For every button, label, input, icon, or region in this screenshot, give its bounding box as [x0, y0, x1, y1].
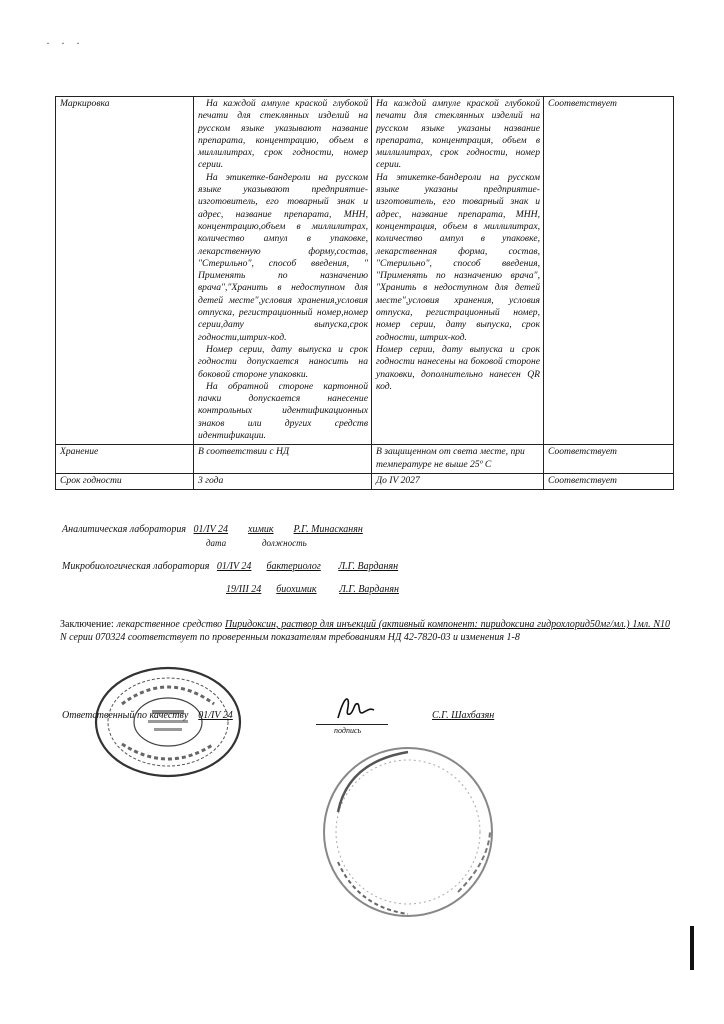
analytical-lab-date: 01/IV 24 — [193, 524, 229, 535]
quality-date: 01/IV 24 — [198, 710, 233, 721]
signature-caption: подпись — [334, 726, 362, 735]
analytical-lab-label: Аналитическая лаборатория — [62, 524, 186, 535]
parameter-name-shelf-life: Срок годности — [56, 473, 194, 489]
conclusion-marking: Соответствует — [544, 97, 674, 445]
result-shelf-life: До IV 2027 — [372, 473, 544, 489]
faint-seal-stamp — [318, 742, 498, 922]
conclusion-text-a: лекарственное средство — [116, 619, 223, 630]
quality-label: Ответственный по качеству — [62, 710, 189, 721]
micro-lab-name-2: Л.Г. Варданян — [339, 584, 399, 595]
conclusion-shelf-life: Соответствует — [544, 473, 674, 489]
micro-lab-date-1: 01/IV 24 — [216, 561, 252, 572]
parameter-name-storage: Хранение — [56, 445, 194, 474]
signature-underline — [316, 712, 388, 725]
micro-lab-name-1: Л.Г. Варданян — [338, 561, 399, 572]
table-row-storage — [56, 445, 674, 474]
table-row-shelf-life — [56, 473, 674, 489]
specification-table — [55, 96, 674, 490]
table-row-marking — [56, 97, 674, 445]
quality-line — [62, 710, 233, 721]
date-caption: дата — [206, 538, 227, 548]
micro-lab-position-2: биохимик — [276, 584, 317, 595]
conclusion-paragraph — [60, 618, 670, 644]
quality-name: С.Г. Шахбазян — [432, 710, 495, 721]
conclusion-storage: Соответствует — [544, 445, 674, 474]
result-storage: В защищенном от света месте, при температуре не выше 25º С — [372, 445, 544, 474]
requirement-shelf-life: 3 года — [194, 473, 372, 489]
position-caption: должность — [262, 538, 307, 548]
micro-lab-date-2: 19/III 24 — [226, 584, 262, 595]
conclusion-text-b: N серии 070324 соответствует по проверенным показателям требованиям НД 42-7820-03 и изменения 1-8 — [60, 632, 520, 643]
micro-lab-line-1 — [62, 561, 398, 572]
quality-name-line — [432, 710, 494, 721]
result-marking: На каждой ампуле краской глубокой печати для стеклянных изделий на русском языке указаны название препарата, концентрация, объем в миллилитрах, срок годности, номер серии. На этикетке-бандероли на русском языке указаны предприятие- изготовитель, его товарный знак и адрес, название препарата, МНН, концентрация, объем в миллилитрах, количество ампул в упаковке, лекарственная форма, состав, "Стерильно", способ введения, "Применять по назначению врача", "Хранить в недоступном для детей месте",условия хранения, условия отпуска, регистрационный номер, номер серии, дату выпуска, срок годности, штрих-код. Номер серии, дату выпуска и срок годности нанесены на боковой стороне упаковки, дополнительно нанесен QR код. — [372, 97, 544, 445]
micro-lab-position-1: бактериолог — [266, 561, 321, 572]
micro-lab-label: Микробиологическая лаборатория — [62, 561, 210, 572]
conclusion-product: Пиридоксин, раствор для инъекций (активный компонент: пиридоксина гидрохлорид50мг/мл.) 1мл. N10 — [224, 619, 671, 630]
requirement-marking: На каждой ампуле краской глубокой печати для стеклянных изделий на русском языке указывают название препарата, концентрацию, объем в миллилитрах, срок годности, номер серии. На этикетке-бандероли на русском языке указывают предприятие-изготовитель, его товарный знак и адрес, название препарата, МНН, концентрацию,объем в миллилитрах, количество ампул в упаковке, лекарственную форму,состав, "Стерильно", способ введения, " Применять по назначению врача","Хранить в недоступном для детей месте",условия хранения,условия отпуска, регистрационный номер,номер серии,дату выпуска,срок годности,штрих-код. Номер серии, дату выпуска и срок годности допускается наносить на боковой стороне упаковки. На обратной стороне картонной пачки допускается нанесение контрольных идентификационных знаков или других средств идентификации. — [194, 97, 372, 445]
analytical-lab-name: Р.Г. Минасканян — [293, 524, 363, 535]
round-seal-stamp — [92, 664, 244, 780]
analytical-lab-position: химик — [248, 524, 274, 535]
analytical-lab-line — [62, 524, 363, 535]
micro-lab-line-2 — [226, 584, 399, 595]
page-mark: · · · — [46, 36, 84, 50]
scan-edge-mark — [690, 926, 694, 970]
parameter-name-marking: Маркировка — [56, 97, 194, 445]
requirement-storage: В соответствии с НД — [194, 445, 372, 474]
conclusion-label: Заключение: — [60, 619, 114, 630]
